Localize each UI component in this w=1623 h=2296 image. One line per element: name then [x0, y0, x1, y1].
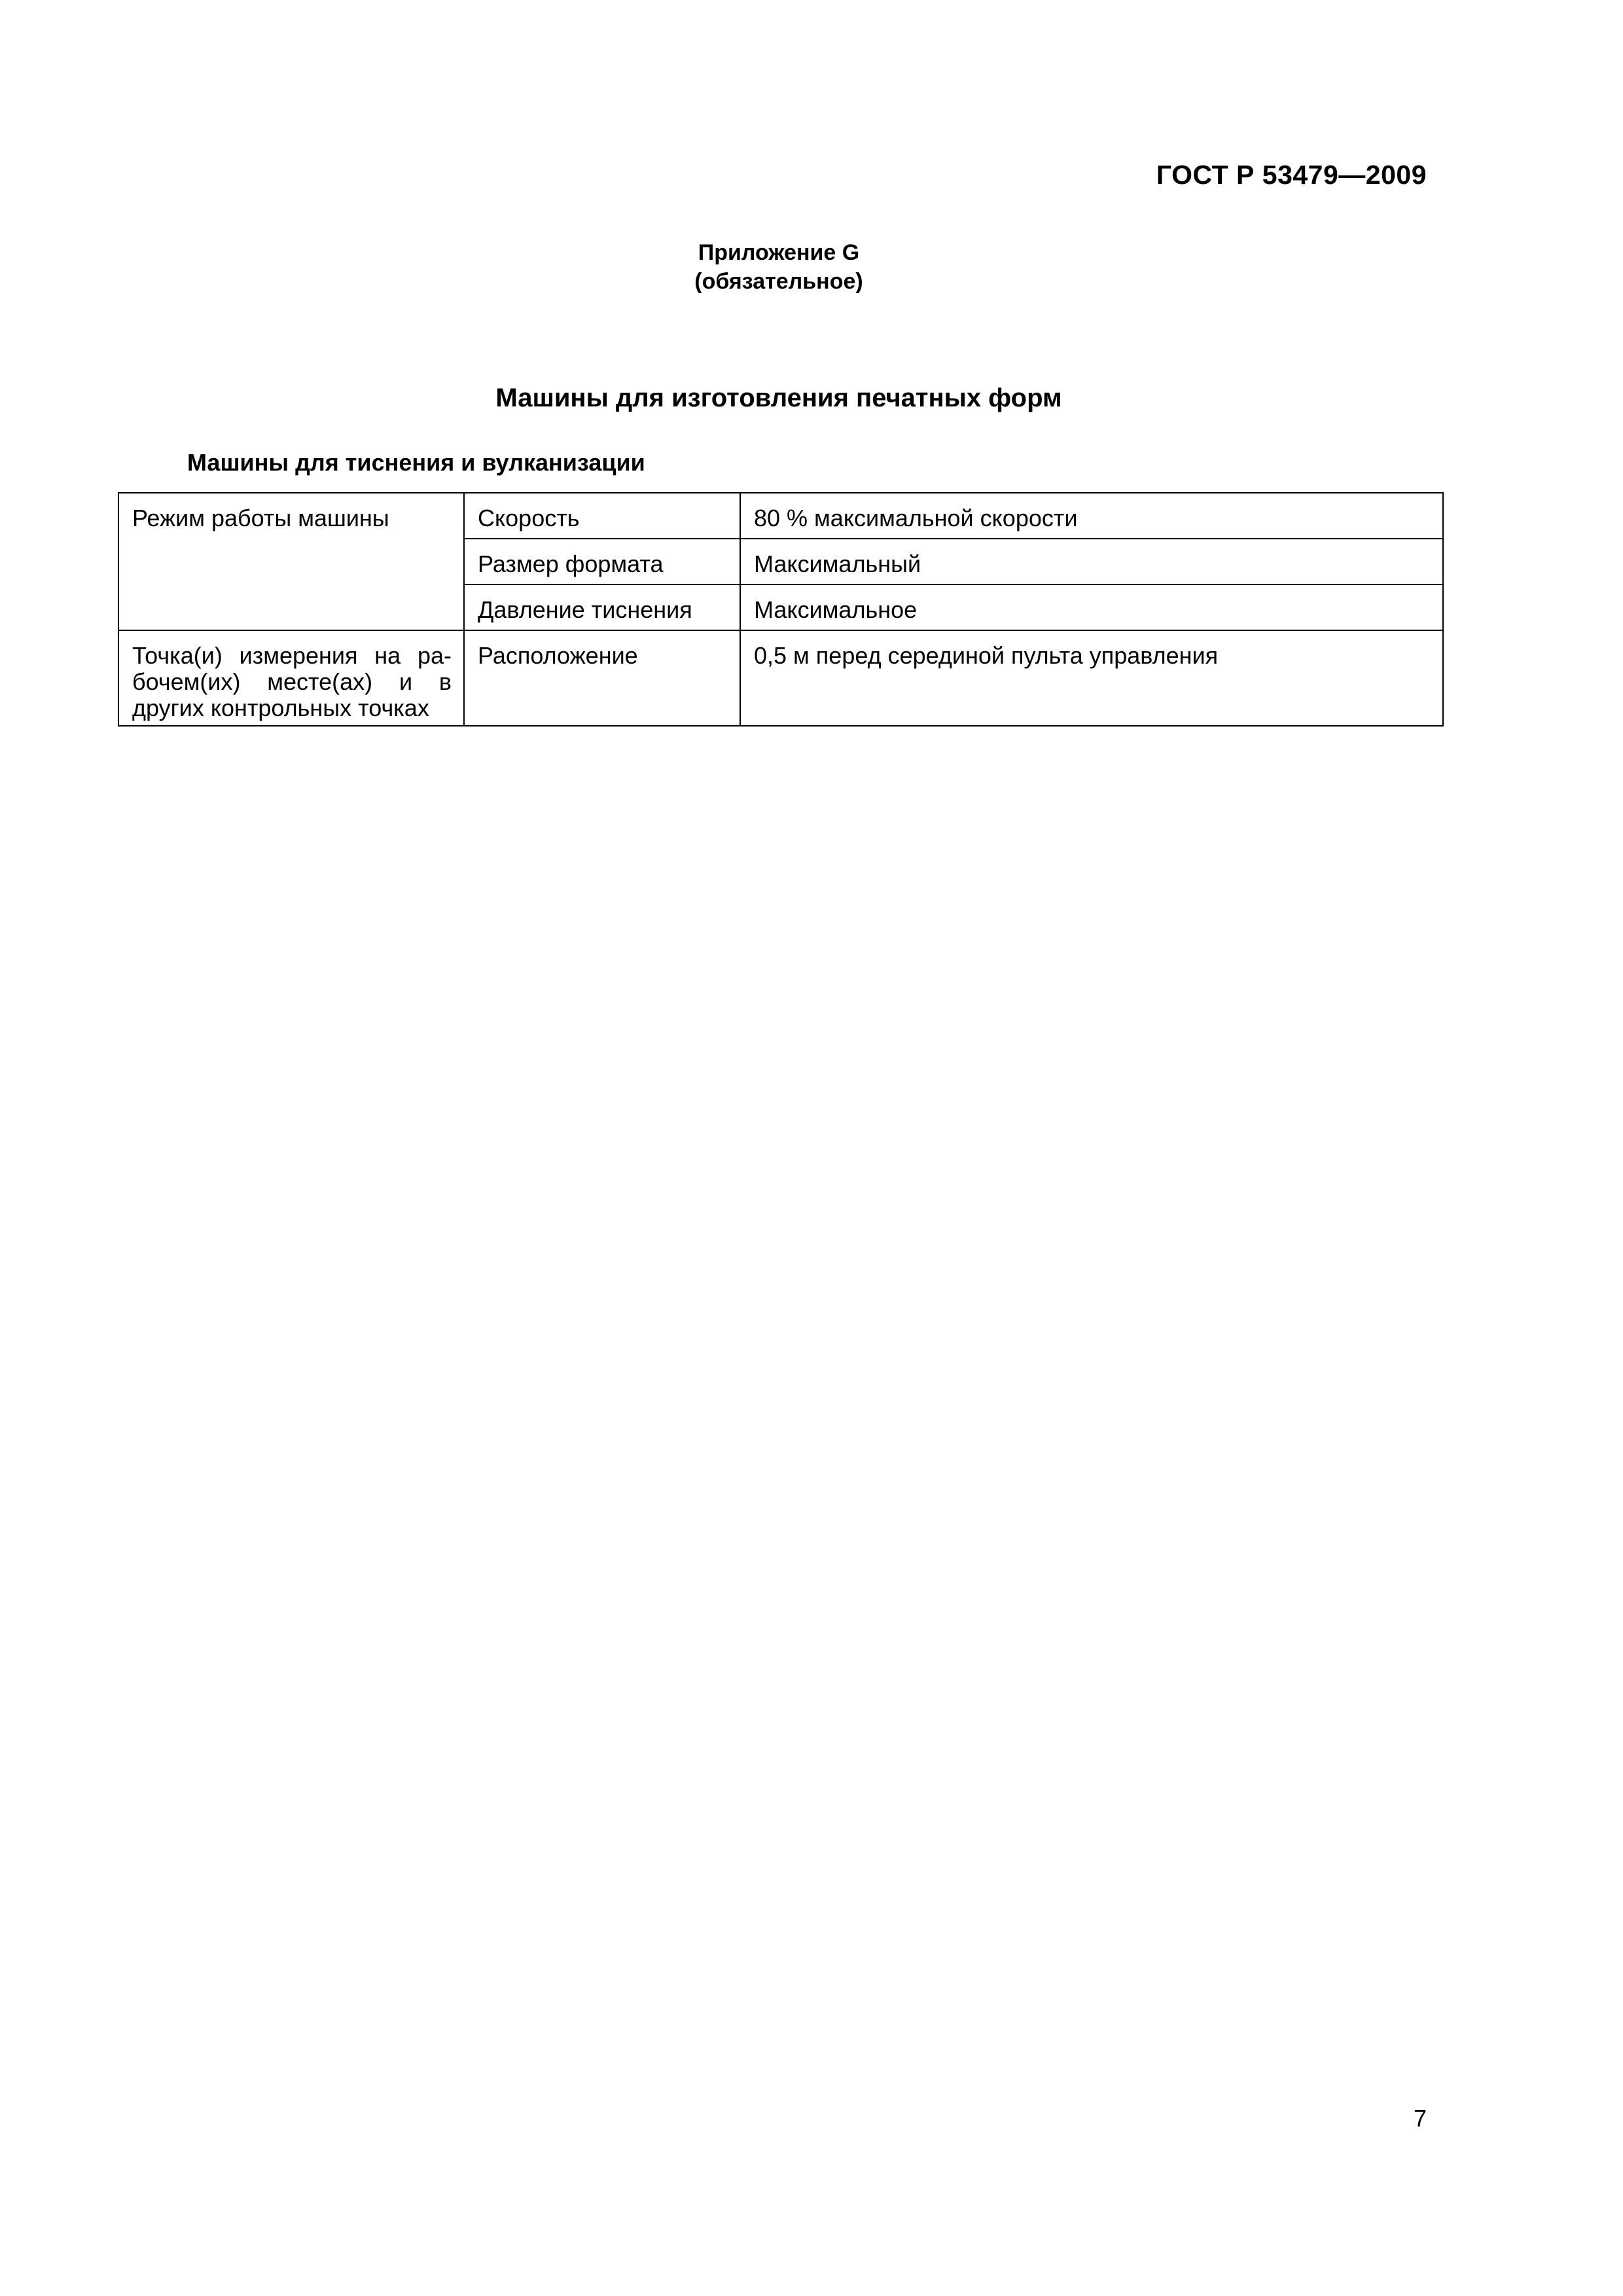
appendix-status: (обязательное) [694, 269, 863, 294]
table-row [118, 630, 1443, 726]
standard-code-header: ГОСТ Р 53479—2009 [1156, 160, 1427, 190]
group-label-operating-mode: Режим работы машины [118, 493, 464, 630]
value-cell: Максимальный [740, 539, 1443, 584]
value-cell: 0,5 м перед серединой пульта управления [740, 630, 1443, 726]
group-label-line: бочем(их) месте(ах) и в [132, 668, 452, 695]
group-label-line: других контрольных точках [132, 694, 429, 721]
subsection-title: Машины для тиснения и вулканизации [187, 449, 645, 476]
group-label-measurement-points [118, 630, 464, 726]
parameter-cell: Размер формата [464, 539, 740, 584]
parameter-cell: Давление тиснения [464, 584, 740, 630]
group-label-line: Точка(и) измерения на ра- [132, 642, 452, 669]
parameter-cell: Скорость [464, 493, 740, 539]
appendix-title: Приложение G [698, 240, 860, 265]
machine-spec-table [118, 492, 1444, 726]
value-cell: Максимальное [740, 584, 1443, 630]
section-title: Машины для изготовления печатных форм [495, 384, 1062, 412]
parameter-cell: Расположение [464, 630, 740, 726]
table-row [118, 493, 1443, 539]
page-number: 7 [1413, 2105, 1427, 2132]
value-cell: 80 % максимальной скорости [740, 493, 1443, 539]
